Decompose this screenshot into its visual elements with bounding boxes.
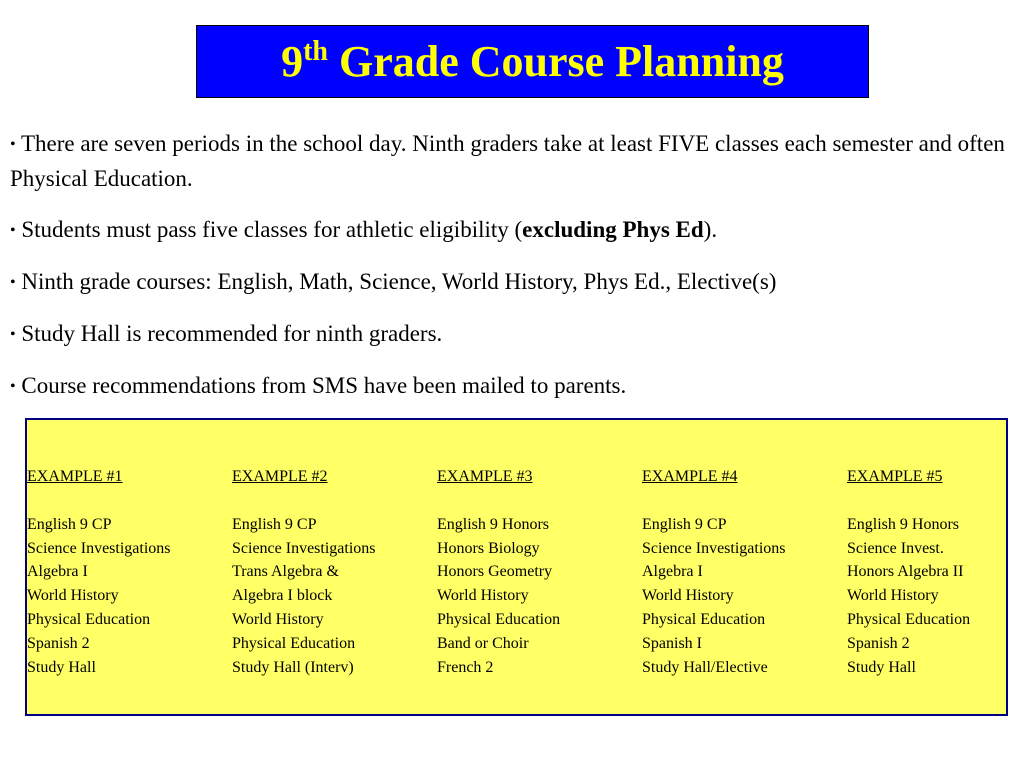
course-item: English 9 Honors bbox=[437, 515, 549, 533]
course-item: Spanish I bbox=[642, 634, 702, 652]
title-rest: Grade Course Planning bbox=[327, 36, 784, 86]
course-item: English 9 Honors bbox=[847, 515, 959, 533]
course-item: Science Investigations bbox=[232, 539, 376, 557]
example-heading: EXAMPLE #2 bbox=[232, 468, 328, 485]
bullet-item bbox=[10, 127, 1010, 196]
example-column-4 bbox=[642, 465, 842, 679]
title-prefix: 9 bbox=[281, 36, 304, 86]
bullet-dot: • bbox=[10, 274, 16, 291]
course-item: Algebra I bbox=[27, 563, 88, 581]
course-item: Science Invest. bbox=[847, 539, 944, 557]
bullet-text: Study Hall is recommended for ninth graders. bbox=[21, 321, 443, 346]
example-heading: EXAMPLE #1 bbox=[27, 468, 123, 485]
course-item: World History bbox=[27, 587, 119, 605]
course-item: Algebra I block bbox=[232, 587, 333, 605]
bullet-text: There are seven periods in the school day. Ninth graders take at least FIVE classes each semester and often Physical Education. bbox=[10, 131, 1005, 191]
example-column-1 bbox=[27, 465, 227, 679]
example-column-2 bbox=[232, 465, 432, 679]
course-item: English 9 CP bbox=[27, 515, 112, 533]
course-item: Honors Algebra II bbox=[847, 563, 964, 581]
course-item: Science Investigations bbox=[27, 539, 171, 557]
bullet-item bbox=[10, 369, 1010, 404]
bullet-dot: • bbox=[10, 378, 16, 395]
course-item: Physical Education bbox=[642, 610, 766, 628]
title-banner bbox=[196, 25, 869, 98]
bullet-dot: • bbox=[10, 222, 16, 239]
title-superscript: th bbox=[303, 35, 328, 67]
course-item: Physical Education bbox=[232, 634, 356, 652]
course-item: Band or Choir bbox=[437, 634, 529, 652]
course-item: World History bbox=[232, 610, 324, 628]
page-title bbox=[281, 35, 784, 86]
bullet-item bbox=[10, 317, 1010, 352]
bullet-item bbox=[10, 265, 1010, 300]
course-item: Study Hall (Interv) bbox=[232, 658, 354, 676]
example-heading: EXAMPLE #5 bbox=[847, 468, 943, 485]
bullet-dot: • bbox=[10, 136, 16, 153]
course-item: Trans Algebra & bbox=[232, 563, 339, 581]
course-item: World History bbox=[642, 587, 734, 605]
course-item: Honors Geometry bbox=[437, 563, 553, 581]
course-item: English 9 CP bbox=[232, 515, 317, 533]
course-item: World History bbox=[847, 587, 939, 605]
example-heading: EXAMPLE #4 bbox=[642, 468, 738, 485]
example-column-3 bbox=[437, 465, 637, 679]
course-item: Study Hall bbox=[27, 658, 96, 676]
course-item: Physical Education bbox=[847, 610, 971, 628]
course-item: Science Investigations bbox=[642, 539, 786, 557]
bullet-emphasis: excluding Phys Ed bbox=[522, 217, 704, 242]
course-item: Study Hall/Elective bbox=[642, 658, 768, 676]
course-item: Physical Education bbox=[27, 610, 151, 628]
example-column-5 bbox=[847, 465, 1024, 679]
bullet-text: Students must pass five classes for athletic eligibility ( bbox=[21, 217, 523, 242]
course-item: Spanish 2 bbox=[847, 634, 910, 652]
bullet-text: Ninth grade courses: English, Math, Science, World History, Phys Ed., Elective(s) bbox=[21, 269, 777, 294]
bullet-list bbox=[10, 127, 1010, 421]
examples-box bbox=[25, 418, 1008, 716]
course-item: Algebra I bbox=[642, 563, 703, 581]
course-item: World History bbox=[437, 587, 529, 605]
course-item: French 2 bbox=[437, 658, 494, 676]
course-item: Physical Education bbox=[437, 610, 561, 628]
course-item: Spanish 2 bbox=[27, 634, 90, 652]
course-item: English 9 CP bbox=[642, 515, 727, 533]
course-item: Honors Biology bbox=[437, 539, 540, 557]
course-item: Study Hall bbox=[847, 658, 916, 676]
bullet-dot: • bbox=[10, 326, 16, 343]
example-heading: EXAMPLE #3 bbox=[437, 468, 533, 485]
bullet-text: Course recommendations from SMS have been mailed to parents. bbox=[21, 373, 627, 398]
bullet-item bbox=[10, 213, 1010, 248]
bullet-text: ). bbox=[703, 217, 718, 242]
